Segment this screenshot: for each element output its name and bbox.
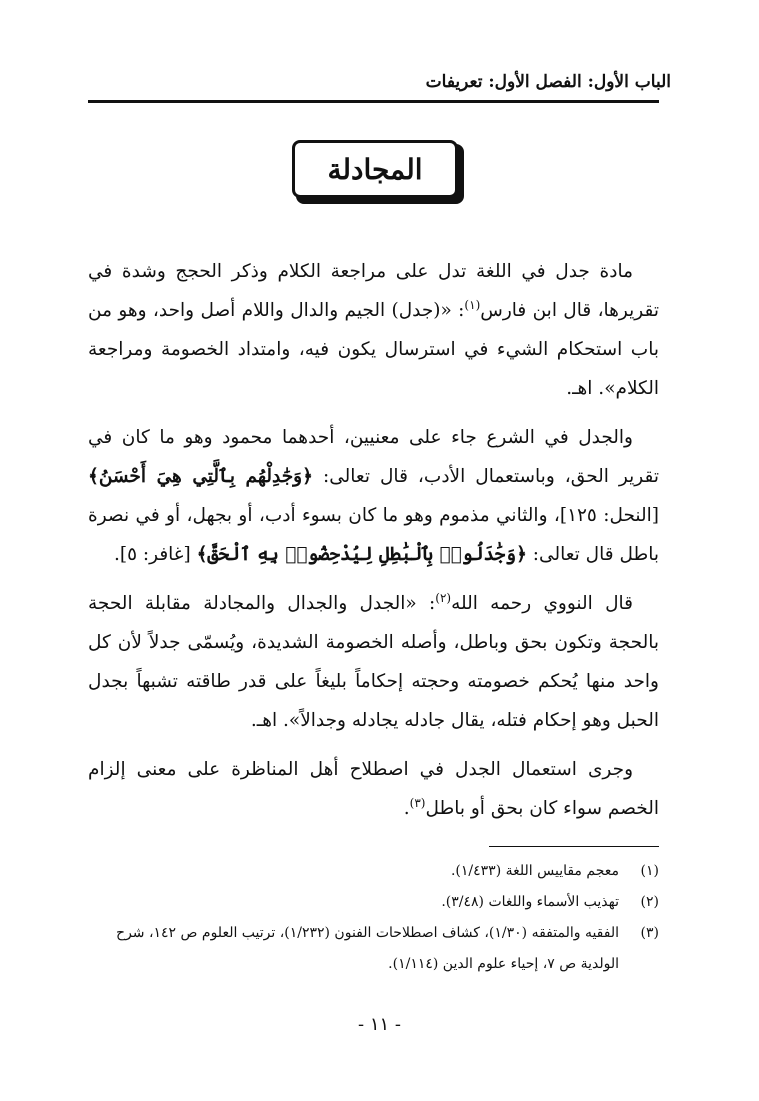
section-title-box xyxy=(292,140,460,200)
footnote xyxy=(88,918,659,980)
title-box-frame xyxy=(292,140,458,198)
footnotes xyxy=(88,856,659,980)
paragraph-text: : «الجدل والجدال والمجادلة مقابلة الحجة بالحجة وتكون بحق وباطل، وأصله الخصومة الشديدة، ويُسمّى جدلاً لأن كل واحد منها يُحكم خصومته وحجته إحكاماً بليغاً على قدر طاقته تشبهاً بجدل الحبل وهو إحكام فتله، يقال جادله يجادله وجدالاً». اهـ. xyxy=(88,593,659,731)
paragraph-nawawi-quote xyxy=(88,584,659,740)
footnote-number: (١) xyxy=(640,863,659,879)
header-rule xyxy=(88,100,659,103)
page-number: - ١١ - xyxy=(358,1014,401,1035)
footnote-marker: (١) xyxy=(464,297,481,312)
paragraph-text: مادة جدل في اللغة تدل على مراجعة الكلام وذكر الحجج وشدة في تقريرها، قال ابن فارس xyxy=(88,261,659,321)
footnote-text: الفقيه والمتفقه (١/٣٠)، كشاف اصطلاحات الفنون (١/٢٣٢)، ترتيب العلوم ص ١٤٢، شرح الولدية ص ٧، إحياء علوم الدين (١/١١٤). xyxy=(116,925,619,972)
footnote-marker: (٢) xyxy=(435,590,452,605)
body-text xyxy=(88,252,659,828)
quran-verse: ﴿وَجَٰدِلْهُم بِٱلَّتِي هِيَ أَحْسَنُ﴾ xyxy=(88,466,313,487)
paragraph-legal-definition xyxy=(88,418,659,574)
paragraph-text: وجرى استعمال الجدل في اصطلاح أهل المناظرة على معنى إلزام الخصم سواء كان بحق أو باطل xyxy=(88,759,659,819)
section-title: المجادلة xyxy=(327,152,423,186)
running-header: الباب الأول: الفصل الأول: تعريفات xyxy=(425,72,671,92)
paragraph-text: [غافر: ٥]. xyxy=(113,544,197,565)
footnote-marker: (٣) xyxy=(409,795,426,810)
paragraph-text: والجدل في الشرع جاء على معنيين، أحدهما محمود وهو ما كان في تقرير الحق، وباستعمال الأدب، قال تعالى: xyxy=(88,427,659,487)
paragraph-lexical-definition xyxy=(88,252,659,408)
footnote xyxy=(88,856,659,887)
paragraph-technical-usage xyxy=(88,750,659,828)
footnote-number: (٣) xyxy=(640,925,659,941)
paragraph-text: : «(جدل) الجيم والدال واللام أصل واحد، وهو من باب استحكام الشيء في استرسال يكون فيه، وامتداد الخصومة ومراجعة الكلام». اهـ. xyxy=(88,300,659,399)
footnote-number: (٢) xyxy=(640,894,659,910)
footnote-text: تهذيب الأسماء واللغات (٣/٤٨). xyxy=(441,894,619,910)
paragraph-text: [النحل: ١٢٥]، والثاني مذموم وهو ما كان بسوء أدب، أو بجهل، أو في نصرة باطل قال تعالى: xyxy=(88,505,659,565)
footnote xyxy=(88,887,659,918)
paragraph-text: قال النووي رحمه الله xyxy=(451,593,633,614)
quran-verse: ﴿وَجَٰدَلُوا۟ بِٱلْبَٰطِلِ لِيُدْحِضُوا۟ بِهِ ٱلْحَقَّ﴾ xyxy=(196,544,527,565)
footnote-text: معجم مقاييس اللغة (١/٤٣٣). xyxy=(450,863,619,879)
paragraph-text: . xyxy=(403,798,410,819)
footnote-rule xyxy=(489,846,659,847)
